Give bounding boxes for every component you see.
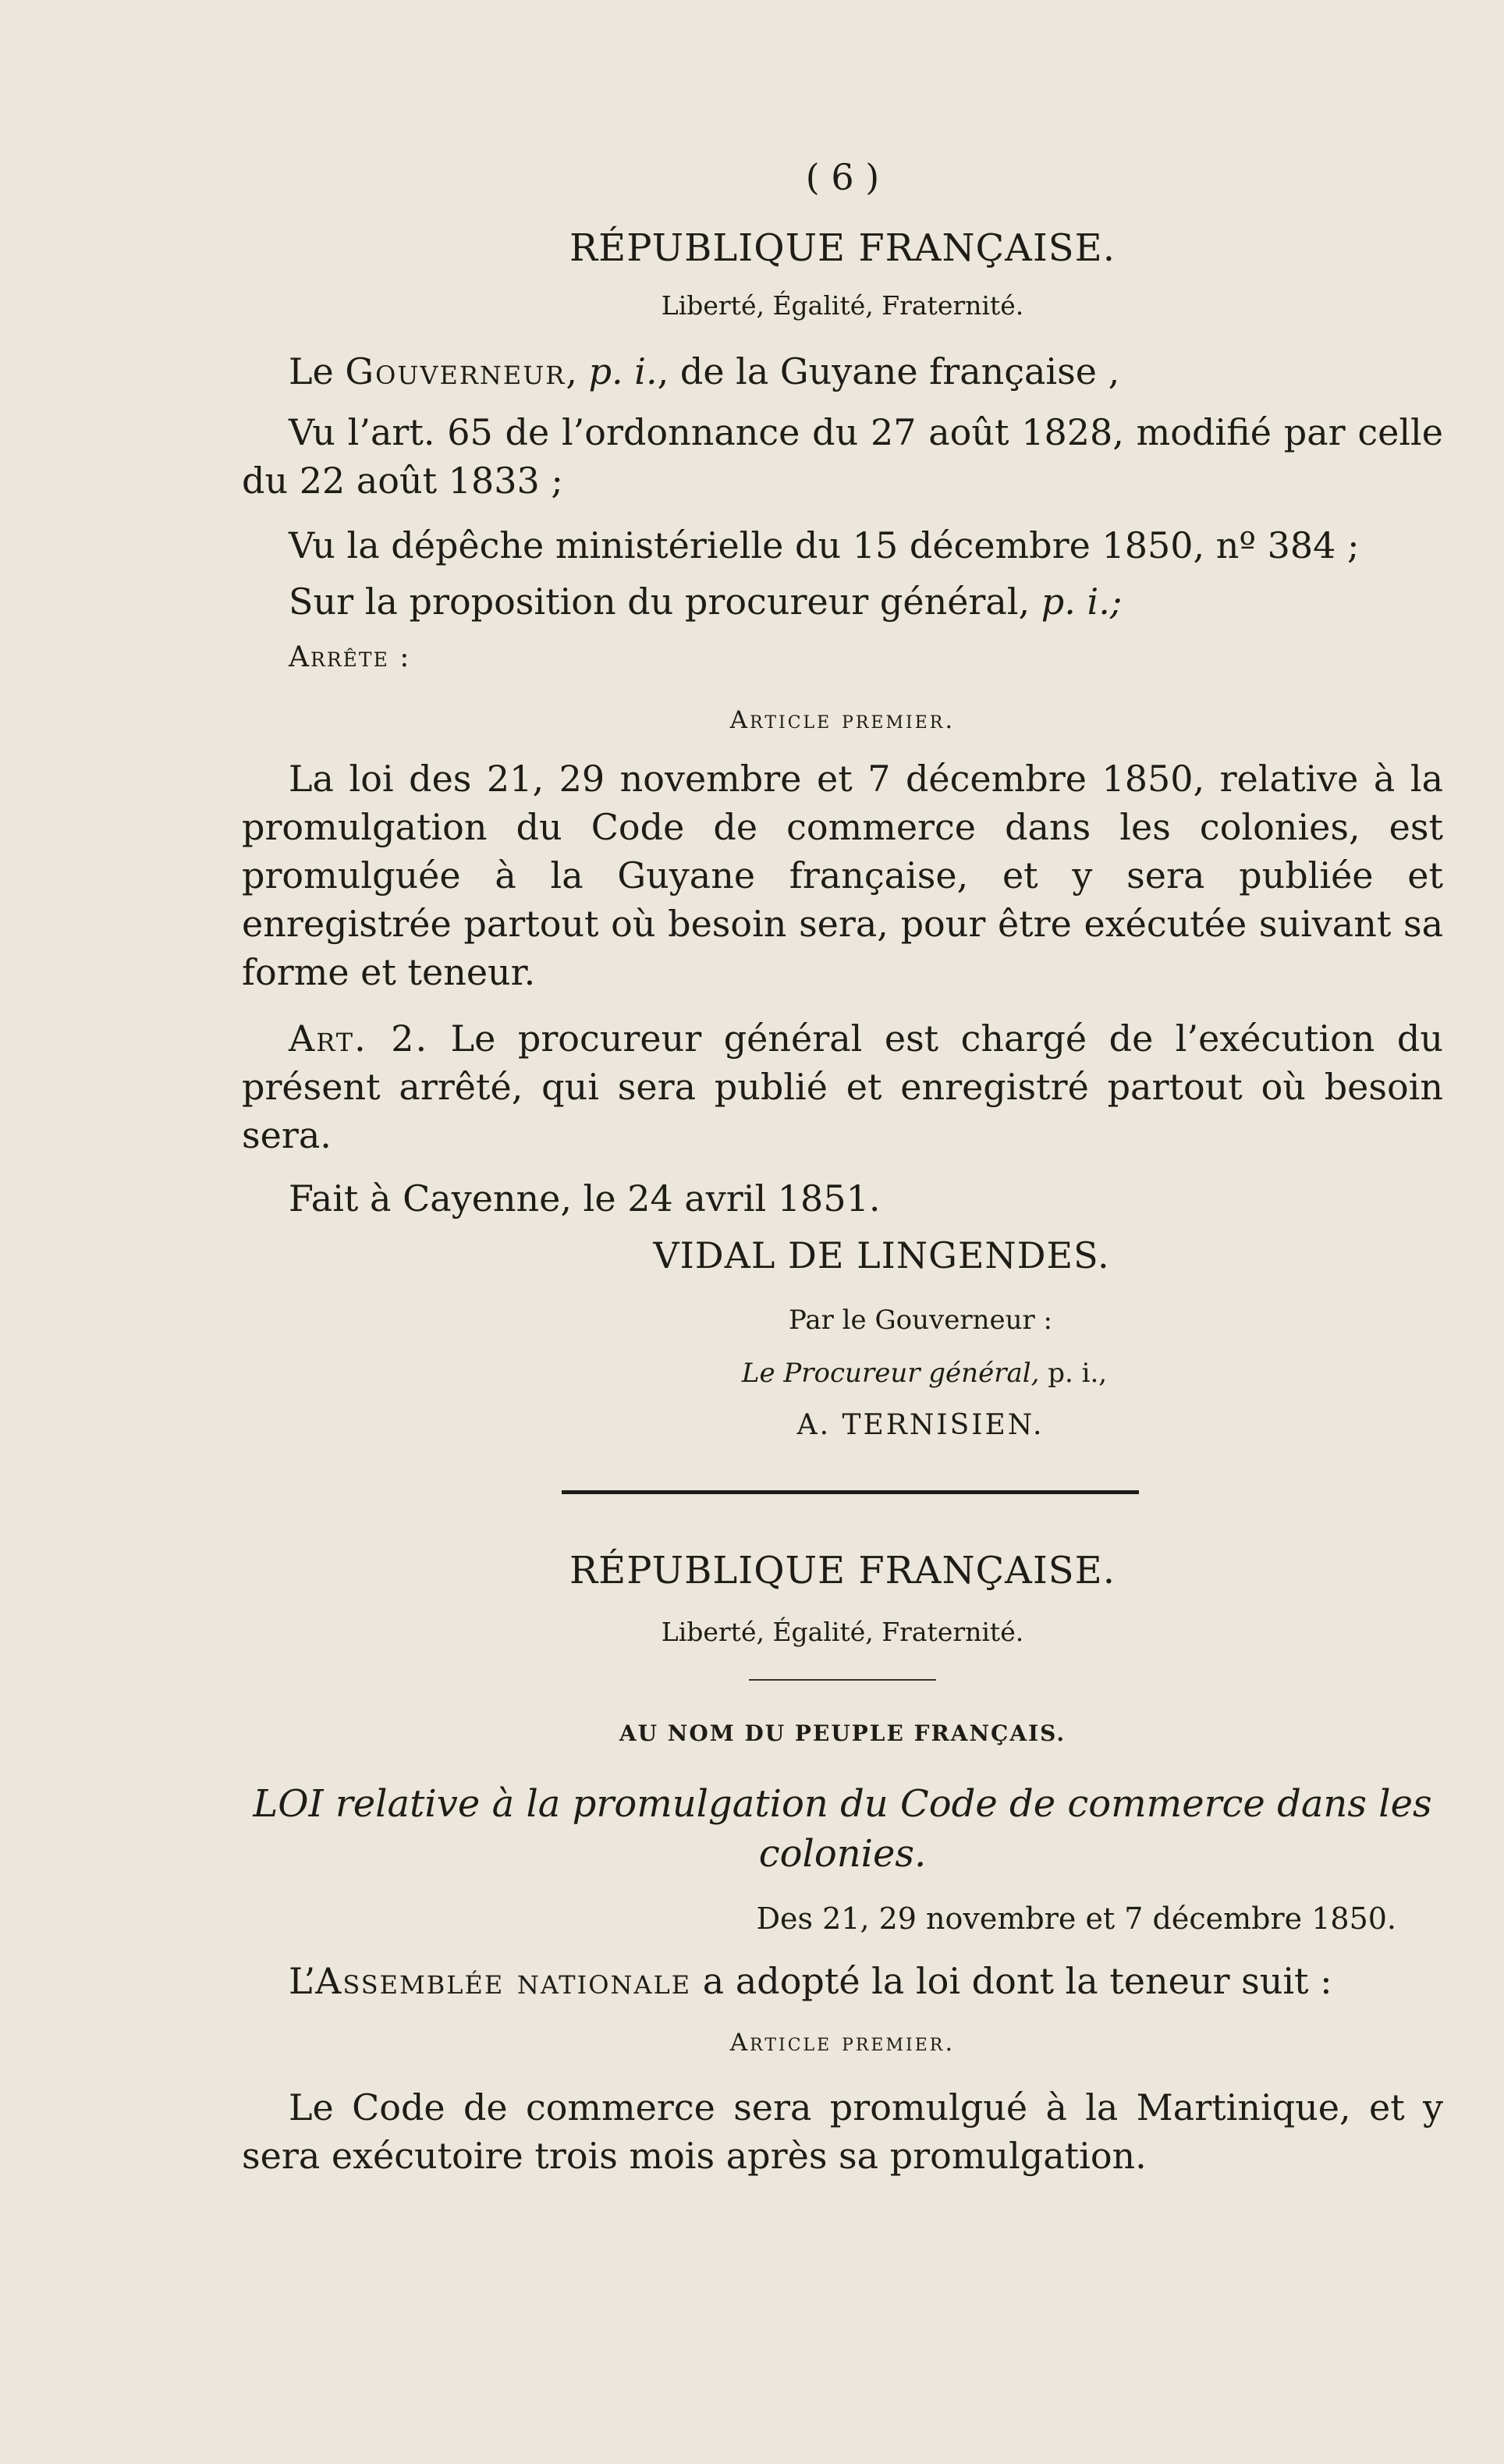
decree-motto: Liberté, Égalité, Fraternité. [661, 290, 1024, 321]
ternisien-signature: A. TERNISIEN. [796, 1409, 1045, 1441]
loi-article-premier: Article premier. [729, 2029, 956, 2057]
section-separator [562, 1490, 1139, 1494]
page-number: ( 6 ) [805, 156, 880, 198]
loi-republic-heading: RÉPUBLIQUE FRANÇAISE. [569, 1549, 1116, 1592]
au-nom-du-peuple: AU NOM DU PEUPLE FRANÇAIS. [619, 1720, 1066, 1746]
arrete-label: Arrête : [289, 641, 411, 673]
procureur-title: Le Procureur général, [741, 1358, 1040, 1389]
art2-label: Art. 2. [289, 1017, 429, 1060]
assemblee-line [242, 1957, 1443, 2005]
loi-dates: Des 21, 29 novembre et 7 décembre 1850. [756, 1901, 1396, 1936]
vu-depeche: Vu la dépêche ministérielle du 15 décembre 1850, nº 384 ; [289, 524, 1360, 566]
sur-prefix: Sur la proposition du procureur général, [289, 580, 1041, 623]
assemblee-name: Assemblée nationale [315, 1960, 692, 2002]
assemblee-prefix: L’ [289, 1960, 316, 2002]
decree-article-1-text: La loi des 21, 29 novembre et 7 décembre 1850, relative à la promulgation du Code de commerce dans les colonies, est promulguée à la Guyane française, et y sera publiée et enregistrée partout où besoin sera, pour être exécutée suivant sa forme et teneur. [242, 758, 1443, 993]
vu-ordonnance: Vu l’art. 65 de l’ordonnance du 27 août 1828, modifié par celle du 22 août 1833 ; [242, 411, 1443, 502]
decree-article-premier: Article premier. [729, 706, 956, 734]
loi-article-1-text: Le Code de commerce sera promulgué à la Martinique, et y sera exécutoire trois mois après sa promulgation. [242, 2086, 1443, 2177]
sur-proposition [242, 577, 1443, 626]
governor-word: Gouverneur [345, 350, 566, 392]
sur-pi: p. i.; [1041, 580, 1123, 623]
fait-a-cayenne: Fait à Cayenne, le 24 avril 1851. [289, 1177, 881, 1220]
loi-title: LOI relative à la promulgation du Code de commerce dans les colonies. [253, 1782, 1432, 1876]
governor-mid: , [566, 350, 589, 392]
procureur-line [242, 1358, 1443, 1389]
loi-motto: Liberté, Égalité, Fraternité. [661, 1617, 1024, 1647]
signature-vidal: VIDAL DE LINGENDES. [653, 1234, 1110, 1276]
procureur-pi: p. i., [1039, 1358, 1108, 1389]
motto-rule [749, 1679, 936, 1681]
governor-prefix: Le [289, 350, 346, 392]
par-le-gouverneur: Par le Gouverneur : [788, 1305, 1053, 1336]
art2-text: Le procureur général est chargé de l’exécution du présent arrêté, qui sera publié et enregistré partout où besoin sera. [242, 1017, 1443, 1156]
governor-rest: , de la Guyane française , [657, 350, 1120, 392]
governor-pi: p. i. [588, 350, 658, 392]
decree-republic-heading: RÉPUBLIQUE FRANÇAISE. [569, 226, 1116, 270]
decree-article-2 [242, 1014, 1443, 1159]
assemblee-rest: a adopté la loi dont la teneur suit : [691, 1960, 1332, 2002]
governor-line [242, 347, 1443, 396]
